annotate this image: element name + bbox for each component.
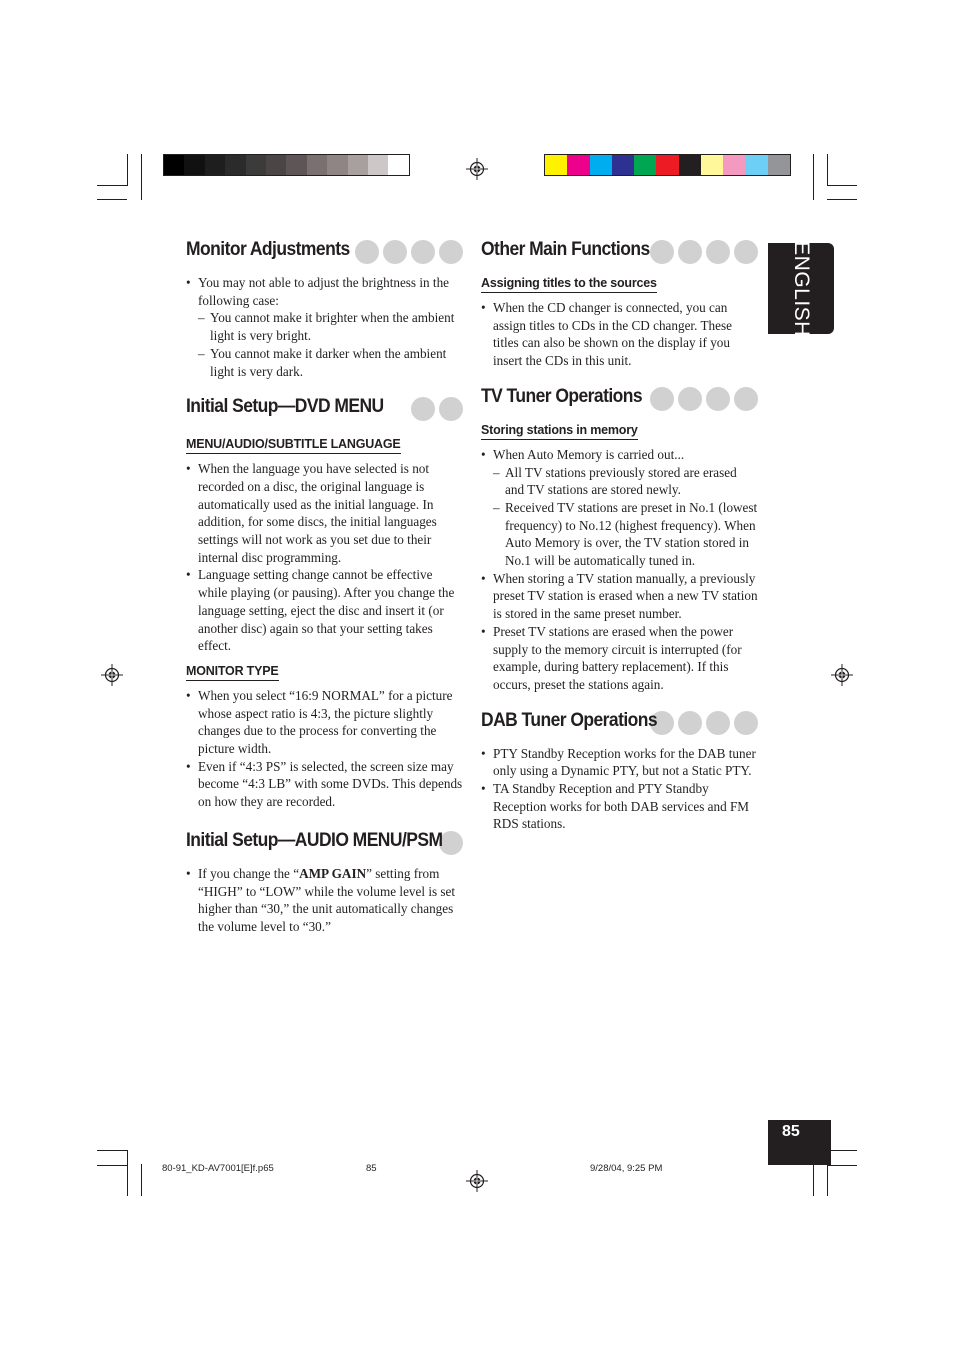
color-calibration-bar (544, 154, 791, 176)
grayscale-calibration-bar (163, 154, 410, 176)
crop-mark (127, 1150, 128, 1196)
heading-circles (439, 831, 463, 855)
color-swatch (184, 155, 204, 175)
list-item: • Language setting change cannot be effective while playing (or pausing). After you change the language setting, eject the disc and insert it (or another disc) again so that your setting takes effect. (186, 566, 463, 655)
registration-mark-icon (831, 664, 853, 686)
subheading: Storing stations in memory (481, 423, 638, 440)
tv-tuner-title: TV Tuner Operations (481, 385, 643, 407)
color-swatch (266, 155, 286, 175)
crop-mark (97, 199, 127, 200)
crop-mark (127, 154, 128, 186)
section-heading (186, 240, 463, 266)
color-swatch (388, 155, 408, 175)
color-swatch (545, 155, 567, 175)
color-swatch (164, 155, 184, 175)
sub-item: – Received TV stations are preset in No.1 (lowest frequency) to No.12 (highest frequency). When Auto Memory is over, the TV station stored in No.1 will be automatically tuned in. (493, 499, 758, 570)
bullet-list (186, 865, 463, 936)
crop-mark (827, 199, 857, 200)
color-swatch (745, 155, 767, 175)
registration-mark-icon (101, 664, 123, 686)
subheading: MONITOR TYPE (186, 664, 279, 681)
language-tab (768, 240, 834, 337)
crop-mark (97, 185, 127, 186)
section-heading (186, 397, 463, 423)
heading-circles (650, 240, 758, 264)
color-swatch (286, 155, 306, 175)
left-column (186, 240, 463, 936)
color-swatch (679, 155, 701, 175)
other-functions-title: Other Main Functions (481, 239, 650, 260)
sub-item: – You cannot make it darker when the ambient light is very dark. (198, 345, 463, 380)
crop-mark (827, 154, 828, 186)
heading-circles (650, 387, 758, 411)
color-swatch (225, 155, 245, 175)
crop-mark (827, 185, 857, 186)
color-swatch (723, 155, 745, 175)
bullet-list (481, 745, 758, 834)
list-item: • When Auto Memory is carried out... – All TV stations previously stored are erased and TV stations are stored newly. – Received TV stations are preset in No.1 (lowest frequency) to No.12 (highest frequency). When Auto Memory is over, the TV station stored in No.1 will be automatically tuned in. (481, 446, 758, 570)
bullet-list (186, 460, 463, 655)
crop-mark (97, 1150, 127, 1151)
bullet-list (186, 687, 463, 811)
color-swatch (768, 155, 790, 175)
footer-page: 85 (366, 1163, 377, 1174)
color-swatch (612, 155, 634, 175)
list-item: • When storing a TV station manually, a previously preset TV station is erased when a new TV station is stored in the same preset number. (481, 570, 758, 623)
color-swatch (368, 155, 388, 175)
bullet-list (481, 446, 758, 694)
crop-mark (813, 1164, 814, 1196)
audio-menu-title: Initial Setup—AUDIO MENU/PSM (186, 829, 443, 851)
section-heading (481, 240, 758, 266)
footer-filename: 80-91_KD-AV7001[E]f.p65 (162, 1163, 274, 1174)
page-number: 85 (782, 1123, 800, 1140)
crop-mark (813, 154, 814, 200)
page-number-box (768, 1120, 831, 1165)
heading-circles (650, 711, 758, 735)
color-swatch (307, 155, 327, 175)
section-heading (481, 387, 758, 413)
sub-item: – All TV stations previously stored are erased and TV stations are stored newly. (493, 464, 758, 499)
color-swatch (567, 155, 589, 175)
color-swatch (656, 155, 678, 175)
list-item: • If you change the “AMP GAIN” setting from “HIGH” to “LOW” while the volume level is set higher than “30,” the unit automatically changes the volume level to “30.” (186, 865, 463, 936)
language-tab-label: ENGLISH (790, 240, 813, 337)
crop-mark (827, 1150, 857, 1151)
list-item: • Preset TV stations are erased when the power supply to the memory circuit is interrupted (for example, during battery replacement). If this occurs, preset the stations again. (481, 623, 758, 694)
sub-item: – You cannot make it brighter when the ambient light is very bright. (198, 309, 463, 344)
color-swatch (590, 155, 612, 175)
registration-mark-icon (466, 158, 488, 180)
section-heading (186, 831, 463, 857)
crop-mark (97, 1165, 127, 1166)
heading-circles (411, 397, 463, 421)
color-swatch (348, 155, 368, 175)
color-swatch (327, 155, 347, 175)
bullet-list (186, 274, 463, 380)
list-item: • When the language you have selected is not recorded on a disc, the original language is automatically used as the initial language. In addition, for some discs, the initial languages settings will not work as you set due to their internal disc programming. (186, 460, 463, 566)
monitor-adjustments-title: Monitor Adjustments (186, 239, 350, 260)
section-heading (481, 711, 758, 737)
color-swatch (701, 155, 723, 175)
footer-date: 9/28/04, 9:25 PM (590, 1163, 663, 1174)
dab-tuner-title: DAB Tuner Operations (481, 709, 658, 731)
crop-mark (827, 1165, 857, 1166)
subheading: Assigning titles to the sources (481, 276, 657, 293)
bullet-list (481, 299, 758, 370)
heading-circles (355, 240, 463, 264)
right-column (481, 240, 758, 833)
crop-mark (141, 1164, 142, 1196)
color-swatch (634, 155, 656, 175)
dvd-menu-title: Initial Setup—DVD MENU (186, 396, 384, 418)
list-item: • When the CD changer is connected, you can assign titles to CDs in the CD changer. These titles can also be shown on the display if you insert the CDs in this unit. (481, 299, 758, 370)
color-swatch (205, 155, 225, 175)
list-item: • PTY Standby Reception works for the DAB tuner only using a Dynamic PTY, but not a Static PTY. (481, 745, 758, 780)
color-swatch (246, 155, 266, 175)
list-item: • You may not able to adjust the brightness in the following case: – You cannot make it brighter when the ambient light is very bright. – You cannot make it darker when the ambient light is very dark. (186, 274, 463, 380)
list-item: • Even if “4:3 PS” is selected, the screen size may become “4:3 LB” with some DVDs. This depends on how they are recorded. (186, 758, 463, 811)
crop-mark (141, 154, 142, 200)
list-item: • When you select “16:9 NORMAL” for a picture whose aspect ratio is 4:3, the picture slightly changes due to the process for converting the picture width. (186, 687, 463, 758)
list-item: • TA Standby Reception and PTY Standby Reception works for both DAB services and FM RDS stations. (481, 780, 758, 833)
registration-mark-icon (466, 1170, 488, 1192)
subheading: MENU/AUDIO/SUBTITLE LANGUAGE (186, 437, 401, 454)
